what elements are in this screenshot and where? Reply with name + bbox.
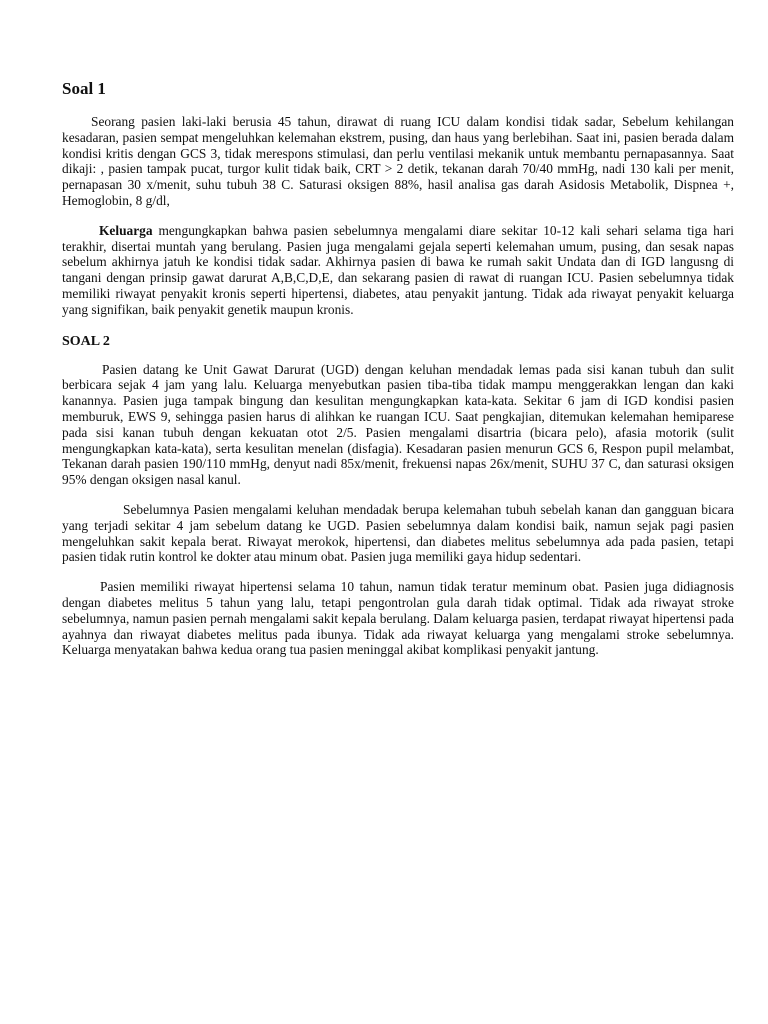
soal-2-paragraph-1: Pasien datang ke Unit Gawat Darurat (UGD) dengan keluhan mendadak lemas pada sisi kanan tubuh dan sulit berbicara sejak 4 jam yang lalu. Keluarga menyebutkan pasien tiba-tiba tidak mampu menggerakkan lengan dan kaki kanannya. Pasien juga tampak bingung dan kesulitan mengungkapkan kata-kata. Sekitar 6 jam di IGD kondisi pasien memburuk, EWS 9, sehingga pasien harus di alihkan ke ruangan ICU. Saat pengkajian, ditemukan kelemahan hemiparese pada sisi kanan tubuh dengan kekuatan otot 2/5. Pasien mengalami disartria (bicara pelo), afasia motorik (sulit mengungkapkan kata-kata), serta kesulitan menelan (disfagia). Kesadaran pasien menurun GCS 6, Respon pupil melambat, Tekanan darah pasien 190/110 mmHg, denyut nadi 85x/menit, frekuensi napas 26x/menit, SUHU 37 C, dan saturasi oksigen 95% dengan oksigen nasal kanul. (62, 361, 734, 488)
soal-1-paragraph-1: Seorang pasien laki-laki berusia 45 tahun, dirawat di ruang ICU dalam kondisi tidak sadar, Sebelum kehilangan kesadaran, pasien sempat mengeluhkan kelemahan ekstrem, pusing, dan haus yang berlebihan. Saat ini, pasien berada dalam kondisi kritis dengan GCS 3, tidak merespons stimulasi, dan perlu ventilasi mekanik untuk membantu pernapasannya. Saat dikaji: , pasien tampak pucat, turgor kulit tidak baik, CRT > 2 detik, tekanan darah 70/40 mmHg, nadi 130 kali per menit, pernapasan 30 x/menit, suhu tubuh 38 C. Saturasi oksigen 88%, hasil analisa gas darah Asidosis Metabolik, Dispnea +, Hemoglobin, 8 g/dl, (62, 114, 734, 208)
soal-1-paragraph-2 (62, 223, 734, 318)
paragraph-body: mengungkapkan bahwa pasien sebelumnya mengalami diare sekitar 10-12 kali sehari selama tiga hari terakhir, disertai muntah yang berulang. Pasien juga mengalami gejala seperti kelemahan umum, pusing, dan sesak napas sebelum akhirnya jatuh ke kondisi tidak sadar. Akhirnya pasien di bawa ke rumah sakit Undata dan di IGD langusng di tangani dengan prinsip gawat darurat A,B,C,D,E, dan sekarang pasien di rawat di ruangan ICU. Pasien sebelumnya tidak memiliki riwayat penyakit kronis seperti hipertensi, diabetes, atau penyakit jantung. Tidak ada riwayat penyakit keluarga yang signifikan, baik penyakit genetik maupun kronis. (62, 222, 734, 317)
document-page (62, 78, 734, 672)
soal-2-paragraph-2: Sebelumnya Pasien mengalami keluhan mendadak berupa kelemahan tubuh sebelah kanan dan gangguan bicara yang terjadi sekitar 4 jam sebelum datang ke UGD. Pasien sebelumnya dalam kondisi baik, namun sejak pagi pasien mengeluhkan sakit kepala berat. Riwayat merokok, hipertensi, dan diabetes melitus sebelumnya ada pada pasien, tetapi pasien tidak rutin kontrol ke dokter atau minum obat. Pasien juga memiliki gaya hidup sedentari. (62, 501, 734, 565)
soal-2-paragraph-3: Pasien memiliki riwayat hipertensi selama 10 tahun, namun tidak teratur meminum obat. Pasien juga didiagnosis dengan diabetes melitus 5 tahun yang lalu, tetapi pengontrolan gula darah tidak optimal. Tidak ada riwayat stroke sebelumnya, namun pasien pernah mengalami sakit kepala berulang. Dalam keluarga pasien, terdapat riwayat hipertensi pada ayahnya dan riwayat diabetes melitus pada ibunya. Tidak ada riwayat keluarga yang mengalami stroke sebelumnya. Keluarga menyatakan bahwa kedua orang tua pasien meninggal akibat komplikasi penyakit jantung. (62, 579, 734, 658)
soal-2-heading: SOAL 2 (62, 333, 110, 349)
soal-1-heading: Soal 1 (62, 79, 106, 98)
paragraph-lead-word: Keluarga (99, 222, 153, 238)
